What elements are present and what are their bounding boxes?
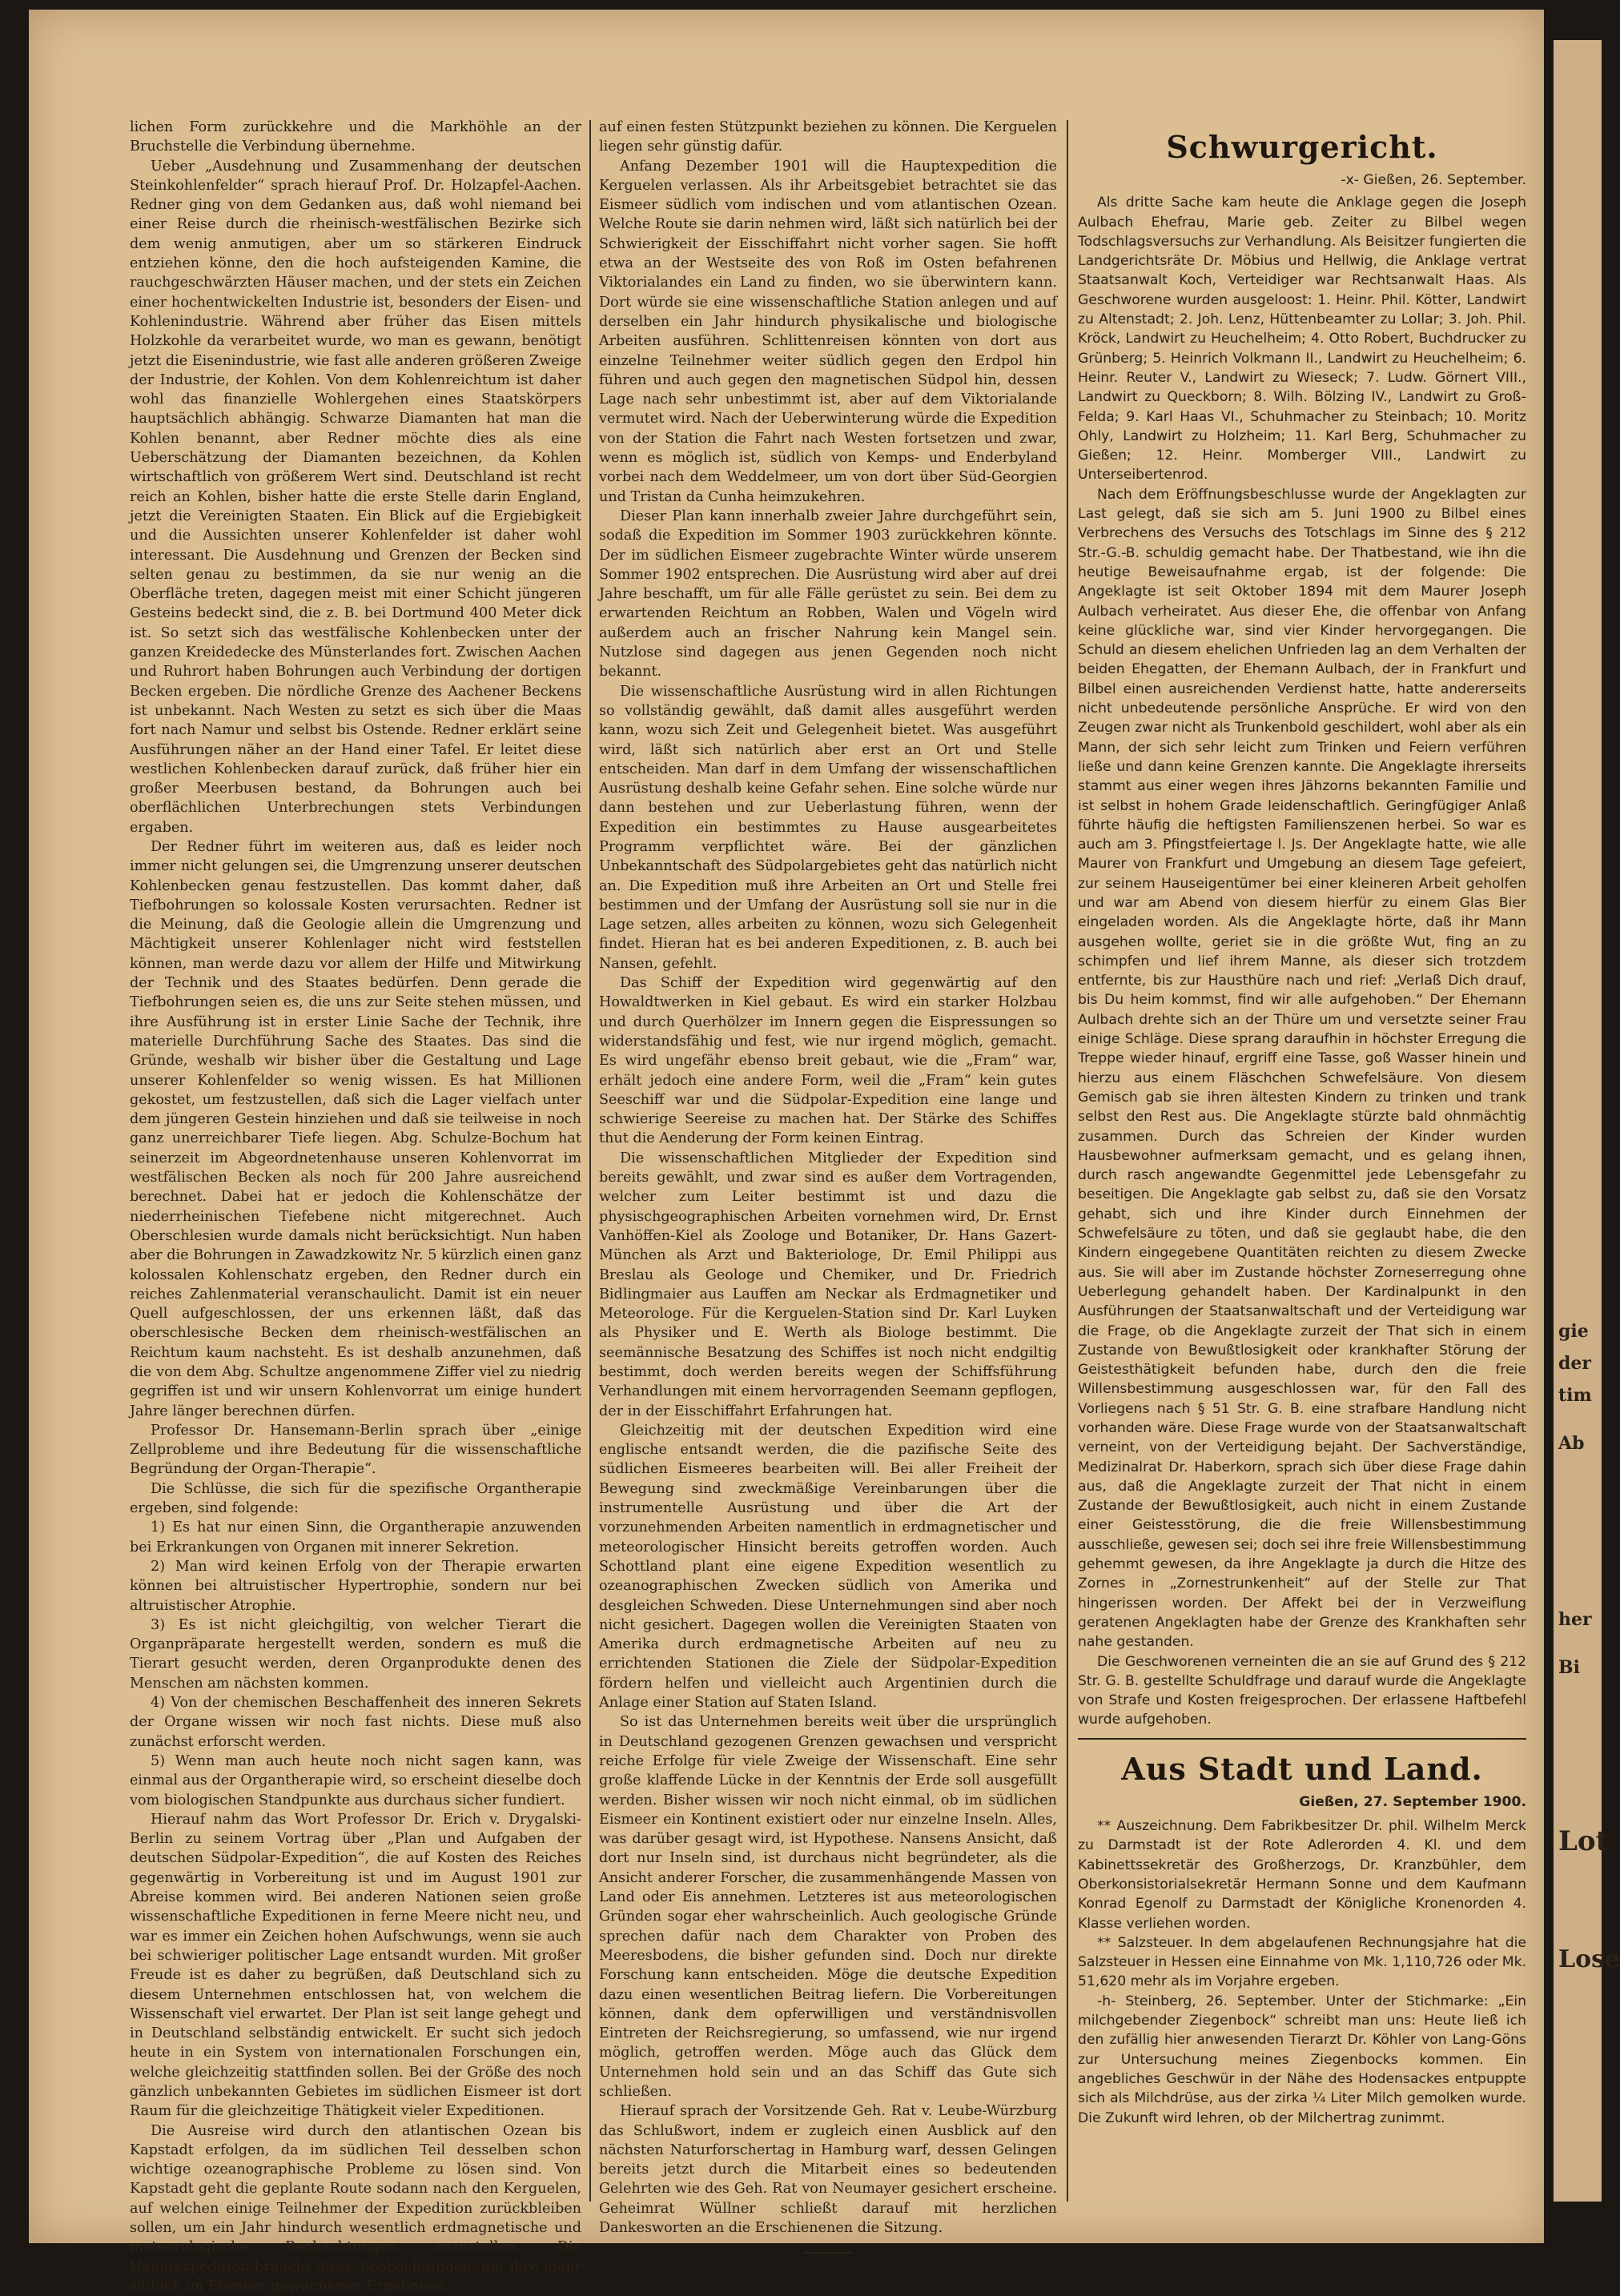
edge-word: der	[1558, 1353, 1591, 1374]
paragraph: Die wissenschaftlichen Mitglieder der Expedition sind bereits gewählt, und zwar sind es außer dem Vortragenden, welcher zum Leiter bestimmt ist und dazu die physischgeographischen Arbeiten vornehmen wird, Dr. Ernst Vanhöffen-Kiel als Zoologe und Botaniker, Dr. Hans Gazert-München als Arzt und Bakteriologe, Dr. Emil Philippi aus Breslau als Geologe und Chemiker, und Dr. Friedrich Bidlingmaier aus Lauffen am Neckar als Erdmagnetiker und Meteorologe. Für die Kerguelen-Station sind Dr. Karl Luyken als Physiker und E. Werth als Biologe bestimmt. Die seemännische Besatzung des Schiffes ist noch nicht endgiltig bestimmt, doch werden bereits wegen der Schiffsführung Verhandlungen mit einem hervorragenden Seemann gepflogen, der in der Eisschiffahrt Erfahrungen hat.	[599, 1150, 1057, 1419]
paragraph: Dieser Plan kann innerhalb zweier Jahre durchgeführt sein, sodaß die Expedition im Sommer 1903 zurückkehren könnte. Der im südlichen Eismeer zugebrachte Winter würde unserem Sommer 1902 entsprechen. Die Ausrüstung wird aber auf drei Jahre beschafft, um für alle Fälle gerüstet zu sein. Bei dem zu erwartenden Reichtum an Robben, Walen und Vögeln wird außerdem auch an frischer Nahrung kein Mangel sein. Nutzlose sind dagegen aus jenen Gegenden noch nicht bekannt.	[599, 508, 1057, 680]
paragraph: Die wissenschaftliche Ausrüstung wird in allen Richtungen so vollständig gewählt, daß damit alles ausgeführt werden kann, wozu sich Zeit und Gelegenheit bietet. Was ausgeführt wird, läßt sich natürlich aber erst an Ort und Stelle entscheiden. Man darf in dem Umfang der wissenschaftlichen Ausrüstung deshalb keine Gefahr sehen. Eine solche würde nur dann bestehen und zur Ueberlastung führen, wenn der Expedition ein bestimmtes zu Hause ausgearbeitetes Programm verpflichtet wäre. Bei der gänzlichen Unbekanntschaft des Südpolargebietes geht das natürlich nicht an. Die Expedition muß ihre Arbeiten an Ort und Stelle frei bestimmen und der Umfang der Ausrüstung soll sie nur in die Lage setzen, alles arbeiten zu können, wozu sich Gelegenheit findet. Hieran hat es bei anderen Expeditionen, z. B. auch bei Nansen, gefehlt.	[599, 683, 1057, 972]
paragraph: 3) Es ist nicht gleichgiltig, von welcher Tierart die Organpräparate hergestellt werden, sondern es muß die Tierart gesucht werden, deren Organprodukte denen des Menschen am nächsten kommen.	[130, 1616, 581, 1692]
paragraph: 1) Es hat nur einen Sinn, die Organtherapie anzuwenden bei Erkrankungen von Organen mit innerer Sekretion.	[130, 1519, 581, 1555]
dateline: -x- Gießen, 26. September.	[1341, 172, 1526, 188]
section-heading-local: Aus Stadt und Land.	[1121, 1750, 1483, 1787]
adjacent-page-edge	[1554, 40, 1620, 2202]
edge-word: Bi	[1558, 1657, 1580, 1678]
paragraph: Hierauf nahm das Wort Professor Dr. Erich v. Drygalski-Berlin zu seinem Vortrag über „Plan und Aufgaben der deutschen Südpolar-Expedition“, die auf Kosten des Reiches gegenwärtig in Vorbereitung ist und im August 1901 zur Abreise kommen wird. Bei anderen Nationen seien große wissenschaftliche Expeditionen in ferne Meere nicht neu, und war es immer ein Zeichen hohen Aufschwungs, wenn sie auch bei schwieriger politischer Lage entsandt wurden. Mit großer Freude ist es daher zu begrüßen, daß Deutschland sich zu diesem Unternehmen entschlossen hat, von welchem die Wissenschaft viel erwartet. Der Plan ist seit lange gehegt und in Deutschland selbständig entwickelt. Er sucht sich jedoch heute in ein System von internationalen Forschungen ein, welche gleichzeitig stattfinden sollen. Bei der Größe des noch gänzlich unbekannten Gebietes im südlichen Eismeer ist dort Raum für die gleichzeitige Thätigkeit vieler Expeditionen.	[130, 1811, 581, 2120]
edge-word: Ab	[1558, 1433, 1585, 1454]
paragraph: 5) Wenn man auch heute noch nicht sagen kann, was einmal aus der Organtherapie wird, so erscheint dieselbe doch vom biologischen Standpunkte aus durchaus sicher fundiert.	[130, 1752, 581, 1808]
paragraph: 2) Man wird keinen Erfolg von der Therapie erwarten können bei altruistischer Hypertrophie, sondern nur bei altruistischer Atrophie.	[130, 1558, 581, 1614]
paragraph: Die Geschworenen verneinten die an sie auf Grund des § 212 Str. G. B. gestellte Schuldfrage und darauf wurde die Angeklagte von Strafe und Kosten freigesprochen. Der erlassene Haftbefehl wurde aufgehoben.	[1078, 1653, 1526, 1728]
section-divider	[1078, 1738, 1526, 1740]
paragraph: -h- Steinberg, 26. September. Unter der Stichmarke: „Ein milchgebender Ziegenbock“ schreibt man uns: Heute ließ ich den zufällig hier anwesenden Tierarzt Dr. Köhler von Lang-Göns zur Untersuchung meines Ziegenbocks kommen. Ein angebliches Geschwür in der Nähe des Hodensackes entpuppte sich als Milchdrüse, aus der zirka ¼ Liter Milch gemolken wurde. Die Zukunft wird lehren, ob der Milchertrag zunimmt.	[1078, 1993, 1526, 2126]
paragraph: Hierauf sprach der Vorsitzende Geh. Rat v. Leube-Würzburg das Schlußwort, indem er zugleich einen Ausblick auf den nächsten Naturforschertag in Hamburg warf, dessen Gelingen bereits jetzt durch die Mitarbeit eines so bedeutenden Gelehrten wie des Geh. Rat von Neumayer gesichert erscheine. Geheimrat Wüllner schließt darauf mit herzlichen Dankesworten an die Erschienenen die Sitzung.	[599, 2103, 1057, 2237]
edge-word: Lose	[1558, 1945, 1620, 1973]
paragraph: Der Redner führt im weiteren aus, daß es leider noch immer nicht gelungen sei, die Umgrenzung unserer deutschen Kohlenbecken genau festzustellen. Das kommt daher, daß Tiefbohrungen so kolossale Kosten verursachten. Redner ist die Meinung, daß die Geologie allein die Umgrenzung und Mächtigkeit unserer Kohlenlager nicht wird feststellen können, man werde dazu vor allem der Hilfe und Mitwirkung der Technik und des Staates bedürfen. Denn gerade die Tiefbohrungen seien es, die uns zur Seite stehen müssen, und ihre Ausführung ist in erster Linie Sache der Technik, ihre materielle Durchführung Sache des Staates. Das sind die Gründe, weshalb wir bisher über die Gestaltung und Lage unserer Kohlenfelder so wenig wissen. Es hat Millionen gekostet, um festzustellen, daß sich die Lager vielfach unter dem jüngeren Gestein hinziehen und daß sie teilweise in noch ganz unerreichbarer Tiefe liegen. Abg. Schulze-Bochum hat seinerzeit im Abgeordnetenhause unseren Kohlenvorrat im westfälischen Becken als noch für 200 Jahre ausreichend berechnet. Dabei hat er jedoch die Kohlenschätze der niederrheinischen Tiefebene nicht mitgerechnet. Auch Oberschlesien wurde damals nicht berücksichtigt. Nun haben aber die Bohrungen in Zawadzkowitz Nr. 5 kürzlich einen ganz kolossalen Kohlenschatz ergeben, den Redner durch ein reiches Zahlenmaterial veranschaulicht. Damit ist ein neuer Quell aufgeschlossen, der uns erkennen läßt, daß das oberschlesische Becken dem rheinisch-westfälischen an Reichtum kaum nachsteht. Es ist deshalb anzunehmen, daß die von dem Abg. Schultze angenommene Ziffer viel zu niedrig gegriffen ist und wir unsern Kohlenvorrat um einige hundert Jahre länger berechnen dürfen.	[130, 838, 581, 1419]
paragraph: Das Schiff der Expedition wird gegenwärtig auf den Howaldtwerken in Kiel gebaut. Es wird ein starker Holzbau und durch Querhölzer im Innern gegen die Eispressungen so widerstandsfähig und fest, wie nur irgend möglich, gemacht. Es wird ungefähr ebenso breit gebaut, wie die „Fram“ war, erhält jedoch eine andere Form, weil die „Fram“ kein gutes Seeschiff war und die Südpolar-Expedition eine lange und schwierige Seereise zu machen hat. Der Stärke des Schiffes thut die Aenderung der Form keinen Eintrag.	[599, 975, 1057, 1147]
column-1	[130, 118, 581, 2294]
paragraph: lichen Form zurückkehre und die Markhöhle an der Bruchstelle die Verbindung übernehme.	[130, 119, 581, 155]
dateline: Gießen, 27. September 1900.	[1299, 1793, 1526, 1810]
paragraph: Ueber „Ausdehnung und Zusammenhang der deutschen Steinkohlenfelder“ sprach hierauf Prof. Dr. Holzapfel-Aachen. Redner ging von dem Gedanken aus, daß wohl niemand bei einer Reise durch die rheinisch-westfälischen Bezirke sich dem wenig anmutigen, aber um so stärkeren Eindruck entziehen könne, den die hoch aufsteigenden Kamine, die rauchgeschwärzten Häuser machen, und der stets ein Zeichen einer hochentwickelten Industrie ist, besonders der Eisen- und Kohlenindustrie. Während aber früher das Eisen mittels Holzkohle da verarbeitet wurde, wo man es gewann, benötigt jetzt die Eisenindustrie, wie fast alle anderen größeren Zweige der Industrie, der Kohlen. Von dem Kohlenreichtum ist daher wohl das finanzielle Wohlergehen eines Staatskörpers hauptsächlich abhängig. Schwarze Diamanten hat man die Kohlen benannt, aber Redner möchte dies als eine Ueberschätzung der Diamanten bezeichnen, da Kohlen wirtschaftlich von größerem Wert sind. Deutschland ist recht reich an Kohlen, bisher hatte die erste Stelle darin England, jetzt die Vereinigten Staaten. Ein Blick auf die Ergiebigkeit und die Aussichten unserer Kohlenfelder ist daher wohl interessant. Die Ausdehnung und Grenzen der Becken sind selten genau zu bestimmen, da sie nur wenig an die Oberfläche treten, dagegen meist mit einer Schicht jüngeren Gesteins bedeckt sind, die z. B. bei Dortmund 400 Meter dick ist. So setzt sich das westfälische Kohlenbecken unter der ganzen Kreidedecke des Münsterlandes fort. Zwischen Aachen und Ruhrort haben Bohrungen auch Verbindung der dortigen Becken ergeben. Die nördliche Grenze des Aachener Beckens ist unbekannt. Nach Westen zu setzt es sich über die Maas fort nach Namur und selbst bis Ostende. Redner erklärt seine Ausführungen näher an der Hand einer Tafel. Er leitet diese westlichen Kohlenbecken darauf zurück, daß früher hier ein großer Meerbusen bestand, da Bohrungen auch bei oberflächlichen Unterbrechungen stets Verbindungen ergaben.	[130, 158, 581, 836]
edge-word: her	[1558, 1609, 1592, 1630]
paragraph: Die Schlüsse, die sich für die spezifische Organtherapie ergeben, sind folgende:	[130, 1480, 581, 1517]
paragraph: ** Salzsteuer. In dem abgelaufenen Rechnungsjahre hat die Salzsteuer in Hessen eine Einnahme von Mk. 1,110,726 oder Mk. 51,620 mehr als im Vorjahre ergeben.	[1078, 1934, 1526, 1990]
end-rule	[804, 2252, 852, 2254]
paragraph: Anfang Dezember 1901 will die Hauptexpedition die Kerguelen verlassen. Als ihr Arbeitsgebiet betrachtet sie das Eismeer südlich vom indischen und vom atlantischen Ozean. Welche Route sie darin nehmen wird, läßt sich natürlich bei der Schwierigkeit der Eisschiffahrt nicht vorher sagen. Sie hofft etwa an der Westseite des von Roß im Osten befahrenen Viktorialandes ein Land zu finden, wo sie überwintern kann. Dort würde sie eine wissenschaftliche Station anlegen und auf derselben ein Jahr hindurch physikalische und biologische Arbeiten ausführen. Schlittenreisen könnten von dort aus einzelne Teilnehmer weiter südlich gegen den Erdpol hin führen und auch gegen den magnetischen Südpol hin, dessen Lage nach sehr unbestimmt ist, aber auf dem Viktorialande vermutet wird. Nach der Ueberwinterung würde die Expedition von der Station die Fahrt nach Westen fortsetzen und zwar, wenn es möglich ist, südlich von Kemps- und Enderbyland vorbei nach dem Weddelmeer, um von dort über Süd-Georgien und Tristan da Cunha heimzukehren.	[599, 158, 1057, 505]
paragraph: 4) Von der chemischen Beschaffenheit des inneren Sekrets der Organe wissen wir noch fast nichts. Diese muß also zunächst erforscht werden.	[130, 1695, 581, 1750]
column-divider	[589, 120, 591, 2202]
column-2	[599, 118, 1057, 2237]
paragraph: ** Auszeichnung. Dem Fabrikbesitzer Dr. phil. Wilhelm Merck zu Darmstadt ist der Rote Adlerorden 4. Kl. und dem Kabinettssekretär des Großherzogs, Dr. Kranzbühler, dem Oberkonsistorialsekretär Hermann Sonne und dem Kaufmann Konrad Egenolf zu Darmstadt der Königliche Kronenorden 4. Klasse verliehen worden.	[1078, 1818, 1526, 1932]
paragraph: So ist das Unternehmen bereits weit über die ursprünglich in Deutschland gezogenen Grenzen gewachsen und verspricht reiche Erfolge für viele Zweige der Wissenschaft. Eine sehr große klaffende Lücke in der Kenntnis der Erde soll ausgefüllt werden. Bisher wissen wir noch nicht einmal, ob im südlichen Eismeer ein Kontinent existiert oder nur einzelne Inseln. Alles, was darüber gesagt wird, ist Hypothese. Nansens Ansicht, daß dort nur Inseln sind, ist durchaus nicht begründeter, als die Ansicht anderer Forscher, die zusammenhängende Massen von Land oder Eis annehmen. Letzteres ist aus meteorologischen Gründen sogar eher wahrscheinlich. Auch geologische Gründe sprechen dafür nach dem Charakter von Proben des Meeresbodens, die bisher gefunden sind. Doch nur direkte Forschung kann entscheiden. Möge die deutsche Expedition dazu einen wesentlichen Beitrag liefern. Die Vorbereitungen können, dank dem opferwilligen und verständnisvollen Eintreten der Reichsregierung, so umfassend, wie nur irgend möglich, getroffen werden. Möge auch das Glück dem Unternehmen hold sein und an das Schiff das Gute sich schließen.	[599, 1714, 1057, 2100]
paragraph: Als dritte Sache kam heute die Anklage gegen die Joseph Aulbach Ehefrau, Marie geb. Zeiter zu Bilbel wegen Todschlagsversuchs zur Verhandlung. Als Beisitzer fungierten die Landgerichtsräte Dr. Möbius und Hellwig, die Anklage vertrat Staatsanwalt Koch, Verteidiger war Rechtsanwalt Haas. Als Geschworene wurden ausgeloost: 1. Heinr. Phil. Kötter, Landwirt zu Altenstadt; 2. Joh. Lenz, Hüttenbeamter zu Lollar; 3. Joh. Phil. Kröck, Landwirt zu Heuchelheim; 4. Otto Robert, Buchdrucker zu Grünberg; 5. Heinrich Volkmann II., Landwirt zu Heuchelheim; 6. Heinr. Reuter V., Landwirt zu Wieseck; 7. Ludw. Görnert VIII., Landwirt zu Queckborn; 8. Wilh. Bölzing IV., Landwirt zu Groß-Felda; 9. Karl Haas VI., Schuhmacher zu Steinbach; 10. Moritz Ohly, Landwirt zu Holzheim; 11. Karl Berg, Schuhmacher zu Gießen; 12. Heinr. Momberger VIII., Landwirt zu Unterseibertenrod.	[1078, 195, 1526, 484]
paragraph: Professor Dr. Hansemann-Berlin sprach über „einige Zellprobleme und ihre Bedeutung für die wissenschaftliche Begründung der Organ-Therapie“.	[130, 1422, 581, 1478]
column-divider	[1067, 120, 1068, 2202]
paragraph: Die Ausreise wird durch den atlantischen Ozean bis Kapstadt erfolgen, da im südlichen Teil desselben schon wichtige ozeanographische Probleme zu lösen sind. Von Kapstadt geht die geplante Route sodann nach den Kerguelen, auf welchen einige Teilnehmer der Expedition zurückbleiben sollen, um ein Jahr hindurch wesentlich erdmagnetische und meteorologische Beobachtungen anzustellen. Die Hauptexpedition braucht diese Beobachtungen, um ihre mehr südlich im Eismeer gewonnenen Ergebnisse	[130, 2122, 581, 2294]
newspaper-page	[29, 10, 1544, 2294]
edge-word: gie	[1558, 1321, 1589, 1342]
column-3	[1078, 118, 1526, 2207]
section-heading-court: Schwurgericht.	[1166, 129, 1438, 165]
edge-word: tim	[1558, 1385, 1592, 1406]
edge-word: Lot	[1558, 1825, 1609, 1857]
paragraph: Gleichzeitig mit der deutschen Expedition wird eine englische entsandt werden, die die pazifische Seite des südlichen Eismeeres bearbeiten will. Bei aller Freiheit der Bewegung sind zweckmäßige Vereinbarungen über die instrumentelle Ausrüstung und über die Art der vorzunehmenden Arbeiten namentlich in erdmagnetischer und meteorologischer Hinsicht bereits getroffen worden. Auch Schottland plant eine eigene Expedition wesentlich zu ozeanographischen Zwecken südlich von Amerika und desgleichen Schweden. Diese Unternehmungen sind aber noch nicht gesichert. Dagegen wollen die Vereinigten Staaten von Amerika durch erdmagnetische Arbeiten auf neu zu errichtenden Stationen die Ziele der Südpolar-Expedition fördern helfen und vielleicht auch Argentinien durch die Anlage einer Station auf Staten Island.	[599, 1422, 1057, 1712]
paragraph: Nach dem Eröffnungsbeschlusse wurde der Angeklagten zur Last gelegt, daß sie sich am 5. Juni 1900 zu Bilbel eines Verbrechens des Versuchs des Totschlags im Sinne des § 212 Str.-G.-B. schuldig gemacht habe. Der Thatbestand, wie ihn die heutige Beweisaufnahme ergab, ist der folgende: Die Angeklagte ist seit Oktober 1894 mit dem Maurer Joseph Aulbach verheiratet. Aus dieser Ehe, die offenbar von Anfang keine glückliche war, sind vier Kinder hervorgegangen. Die Schuld an diesem ehelichen Unfrieden lag an dem Verhalten der beiden Ehegatten, der Ehemann Aulbach, der in Frankfurt und Bilbel einen ausreichenden Verdienst hatte, hatte andererseits nicht unbedeutende persönliche Ansprüche. Er wird von den Zeugen zwar nicht als Trunkenbold geschildert, wohl aber als ein Mann, der sich sehr leicht zum Trinken und Feiern verführen ließe und dann keine Grenzen kannte. Die Angeklagte ihrerseits stammt aus einer wegen ihres Jähzorns bekannten Familie und ist selbst in hohem Grade leidenschaftlich. Geringfügiger Anlaß führte häufig die heftigsten Familienszenen herbei. So war es auch am 3. Pfingstfeiertage l. Js. Der Angeklagte hatte, wie alle Maurer von Frankfurt und Umgebung an diesem Tage gefeiert, zur seinem Hauseigentümer bei einer kleineren Arbeit geholfen und war am Abend von diesem hierfür zu einem Glas Bier eingeladen worden. Als die Angeklagte hörte, daß ihr Mann ausgehen wollte, geriet sie in die größte Wut, fing an zu schimpfen und lief ihrem Manne, als dieser sich trotzdem entfernte, bis zur Hausthüre nach und rief: „Verlaß Dich drauf, bis Du heim kommst, find wir alle aufgehoben.“ Der Ehemann Aulbach drehte sich an der Thüre um und versetzte seiner Frau einige Schläge. Diese sprang daraufhin in höchster Erregung die Treppe wieder hinauf, ergriff eine Tasse, goß Wasser hinein und hierzu aus einem Fläschchen Schwefelsäure. Von diesem Gemisch gab sie ihren ältesten Kindern zu trinken und trank selbst den Rest aus. Die Angeklagte stürzte bald ohnmächtig zusammen. Durch das Schreien der Kinder wurden Hausbewohner aufmerksam gemacht, und es gelang ihnen, durch rasch angewandte Gegenmittel jede Lebensgefahr zu beseitigen. Die Angeklagte gab selbst zu, daß sie den Vorsatz gehabt, sich und ihre Kinder durch Einnehmen der Schwefelsäure zu töten, und daß sie geglaubt habe, die den Kindern eingegebene Quantitäten reichten zu diesem Zwecke aus. Sie will aber im Zustande höchster Zorneserregung ohne Ueberlegung gehandelt haben. Der Kardinalpunkt in den Ausführungen der Staatsanwaltschaft und der Verteidigung war die Frage, ob die Angeklagte zurzeit der That sich in einem Zustande von Bewußtlosigkeit oder krankhafter Störung der Geistesthätigkeit befunden habe, durch den die freie Willensbestimmung ausgeschlossen war, für den Fall des Vorliegens nach § 51 Str. G. B. eine strafbare Handlung nicht vorhanden wäre. Diese Frage wurde von der Staatsanwaltschaft verneint, von der Verteidigung bejaht. Der Sachverständige, Medizinalrat Dr. Haberkorn, sprach sich über diese Frage dahin aus, daß die Angeklagte zurzeit der That nicht in einem Zustande der Bewußtlosigkeit, auch nicht in einem Zustande einer Geistesstörung, die die freie Willensbestimmung ausschließe, gewesen sei; doch sei ihre freie Willensbestimmung gehemmt gewesen, da ihre Angeklagte ja durch die Hitze des Zornes in „Zornestrunkenheit“ auf der Stelle zur That hingerissen worden. Der Affekt bei der in Verzweiflung geratenen Angeklagten habe der Grenze des Krankhaften sehr nahe gestanden.	[1078, 486, 1526, 1651]
paragraph: auf einen festen Stützpunkt beziehen zu können. Die Kerguelen liegen sehr günstig dafür.	[599, 119, 1057, 155]
